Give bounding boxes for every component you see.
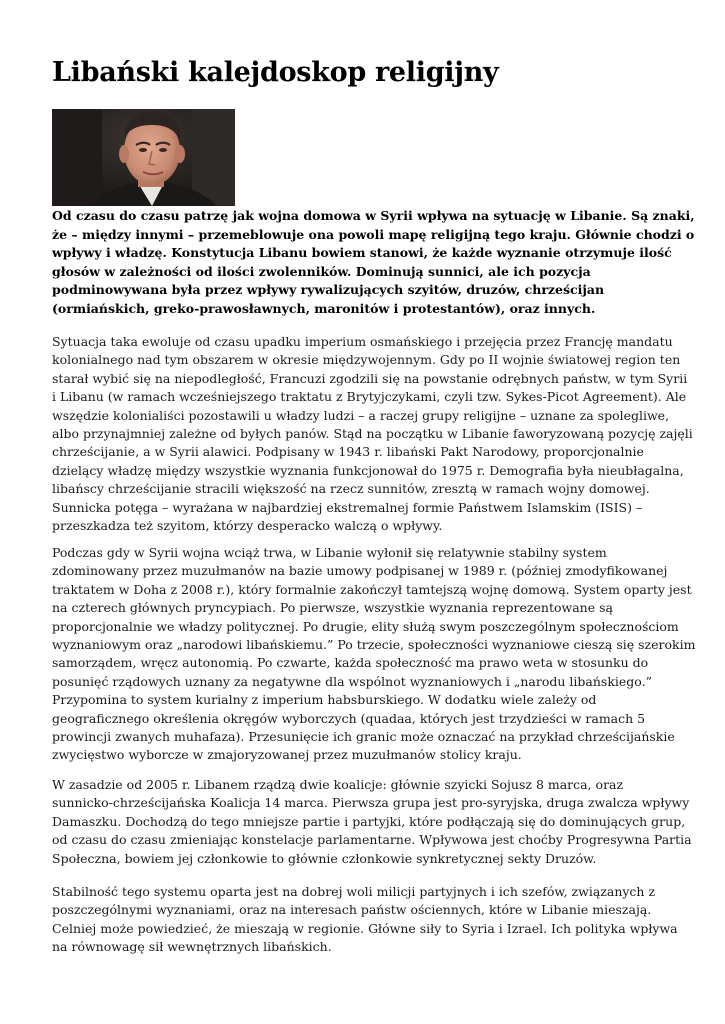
paragraph-line: Społeczna, bowiem jej członkowie to głównie członkowie synkretycznej sekty Druzów. [52, 850, 597, 866]
paragraph-line: prowincji zwanych muhafaza). Przesunięcie ich granic może oznaczać na przykład chrześcijańskie [52, 729, 675, 745]
paragraph-line: kolonialnego nad tym obszarem w okresie międzywojennym. Gdy po II wojnie światowej region ten [52, 352, 681, 368]
paragraph-line: Celniej może powiedzieć, że mieszają w regionie. Główne siły to Syria i Izrael. Ich polityka wpływa [52, 920, 678, 936]
paragraph-line: Sunnicka potęga – wyrażana w najbardziej ekstremalnej formie Państwem Islamskim (ISIS) – [52, 499, 643, 515]
paragraph-line: albo przynajmniej zależne od byłych panów. Stąd na początku w Libanie faworyzowaną pozycję zajęli [52, 426, 693, 442]
paragraph-line: posunięć rządowych uznany za negatywne dla wspólnot wyznaniowych i „narodu libańskiego.” [52, 673, 652, 689]
article-title: Libański kalejdoskop religijny [52, 57, 499, 88]
paragraph-line: traktatem w Doha z 2008 r.), który formalnie zakończył tamtejszą wojnę domową. System oparty jest [52, 581, 692, 597]
paragraph-line: libańscy chrześcijanie stracili większość na rzecz sunnitów, zresztą w ramach wojny domowej. [52, 481, 650, 497]
portrait-photo-icon [52, 109, 235, 206]
paragraph-line: na równowagę sił wewnętrznych libańskich. [52, 939, 332, 955]
lead-line: (ormiańskich, greko-prawosławnych, maronitów i protestantów), oraz innych. [52, 300, 596, 316]
body-paragraph-2 [52, 544, 696, 765]
paragraph-line: przeszkadza też szyitom, którzy desperacko walczą o wpływy. [52, 518, 443, 534]
lead-line: głosów w zależności od ilości zwolenników. Dominują sunnici, ale ich pozycja [52, 263, 591, 279]
paragraph-line: chrześcijanie, a w Syrii alawici. Podpisany w 1943 r. libański Pakt Narodowy, proporcjonalnie [52, 444, 644, 460]
paragraph-line: Damaszku. Dochodzą do tego mniejsze partie i partyjki, które podłączają się do dominujących grup, [52, 813, 686, 829]
paragraph-line: proporcjonalnie we władzy politycznej. Po drugie, elity służą swym poszczególnym społecznościom [52, 618, 679, 634]
paragraph-line: Stabilność tego systemu oparta jest na dobrej woli milicji partyjnych i ich szefów, związanych z [52, 884, 656, 899]
paragraph-line: od czasu do czasu zmieniając konstelacje parlamentarne. Wpływowa jest choćby Progresywna Partia [52, 832, 692, 848]
paragraph-line: Podczas gdy w Syrii wojna wciąż trwa, w Libanie wyłonił się relatywnie stabilny system [52, 545, 607, 560]
lead-line: wpływy i władzę. Konstytucja Libanu bowiem stanowi, że każde wyznanie otrzymuje ilość [52, 245, 672, 260]
paragraph-line: i Libanu (w ramach wcześniejszego traktatu z Brytyjczykami, czyli tzw. Sykes-Picot Agreement). Ale [52, 389, 687, 405]
paragraph-line: na czterech głównych pryncypiach. Po pierwsze, wszystkie wyznania reprezentowane są [52, 600, 613, 616]
paragraph-line: starał wybić się na niepodległość, Francuzi zgodzili się na powstanie odrębnych państw, w tym Syrii [52, 370, 688, 386]
paragraph-line: zwycięstwo wyborcze w zmajoryzowanej przez muzułmanów stolicy kraju. [52, 747, 522, 763]
paragraph-line: dzielący władzę między wszystkie wyznania funkcjonował do 1975 r. Demografia była nieubłagalna, [52, 462, 684, 478]
lead-line: podminowywana była przez wpływy rywalizujących szyitów, druzów, chrześcijan [52, 282, 605, 297]
paragraph-line: geograficznego określenia okręgów wyborczych (quadaa, których jest trzydzieści w ramach 5 [52, 710, 646, 726]
paragraph-line: poszczególnymi wyznaniami, oraz na interesach państw ościennych, które w Libanie mieszają. [52, 902, 652, 918]
paragraph-line: wszędzie kolonialiści pozostawili u władzy ludzi – a raczej grupy religijne – uznane za spolegliwe, [52, 407, 670, 423]
lead-line: że – między innymi – przemeblowuje ona powoli mapę religijną tego kraju. Głównie chodzi o [52, 226, 695, 242]
paragraph-line: Sytuacja taka ewoluje od czasu upadku imperium osmańskiego i przejęcia przez Francję mandatu [52, 334, 673, 349]
paragraph-line: W zasadzie od 2005 r. Libanem rządzą dwie koalicje: głównie szyicki Sojusz 8 marca, oraz [52, 777, 624, 792]
paragraph-line: Przypomina to system kurialny z imperium habsburskiego. W dodatku wiele zależy od [52, 692, 597, 708]
body-paragraph-4 [52, 883, 678, 957]
author-photo [52, 109, 235, 206]
paragraph-line: wyznaniowym oraz „narodowi libańskiemu.” Po trzecie, społeczności wyznaniowe cieszą się szerokim [52, 637, 696, 653]
paragraph-line: sunnicko-chrześcijańska Koalicja 14 marca. Pierwsza grupa jest pro-syryjska, druga zwalcza wpływy [52, 795, 690, 811]
paragraph-line: samorządem, wręcz autonomią. Po czwarte, każda społeczność ma prawo weta w stosunku do [52, 655, 649, 671]
lead-line: Od czasu do czasu patrzę jak wojna domowa w Syrii wpływa na sytuację w Libanie. Są znaki, [52, 208, 695, 223]
article-lead [52, 207, 695, 318]
body-paragraph-3 [52, 776, 692, 868]
body-paragraph-1 [52, 333, 693, 535]
paragraph-line: zdominowany przez muzułmanów na bazie umowy podpisanej w 1989 r. (później zmodyfikowanej [52, 563, 668, 579]
